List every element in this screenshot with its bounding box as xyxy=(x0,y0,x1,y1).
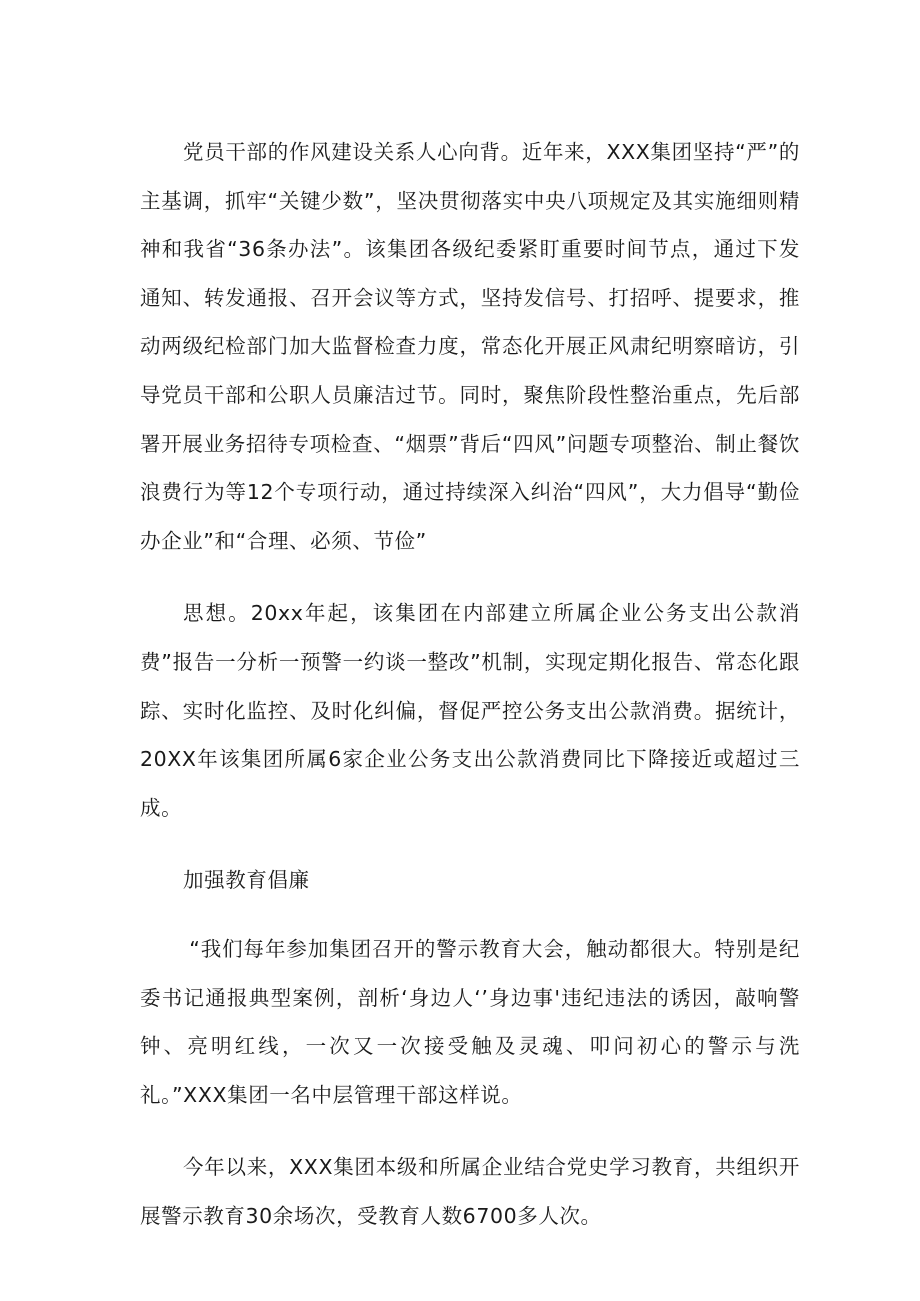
document-page xyxy=(140,128,800,1240)
paragraph-cadre-quote: “我们每年参加集团召开的警示教育大会，触动都很大。特别是纪委书记通报典型案例，剖析‘身边人‘’身边事'违纪违法的诱因，敲响警钟、亮明红线，一次又一次接受触及灵魂、叩问初心的警示与洗礼。”XXX集团一名中层管理干部这样说。 xyxy=(140,936,800,1107)
paragraph-education-stats: 今年以来，XXX集团本级和所属企业结合党史学习教育，共组织开展警示教育30余场次，受教育人数6700多人次。 xyxy=(140,1155,800,1228)
paragraph-style-discipline: 党员干部的作风建设关系人心向背。近年来，XXX集团坚持“严”的主基调，抓牢“关键少数”，坚决贯彻落实中央八项规定及其实施细则精神和我省“36条办法”。该集团各级纪委紧盯重要时间节点，通过下发通知、转发通报、召开会议等方式，坚持发信号、打招呼、提要求，推动两级纪检部门加大监督检查力度，常态化开展正风肃纪明察暗访，引导党员干部和公职人员廉洁过节。同时，聚焦阶段性整治重点，先后部署开展业务招待专项检查、“烟票”背后“四风”问题专项整治、制止餐饮浪费行为等12个专项行动，通过持续深入纠治“四风”，大力倡导“勤俭办企业”和“合理、必须、节俭” xyxy=(140,140,800,553)
section-heading-education: 加强教育倡廉 xyxy=(183,868,310,893)
paragraph-consumption-mechanism: 思想。20xx年起，该集团在内部建立所属企业公务支出公款消费”报告一分析一预警一约谈一整改”机制，实现定期化报告、常态化跟踪、实时化监控、及时化纠偏，督促严控公务支出公款消费。据统计，20XX年该集团所属6家企业公务支出公款消费同比下降接近或超过三成。 xyxy=(140,601,800,820)
